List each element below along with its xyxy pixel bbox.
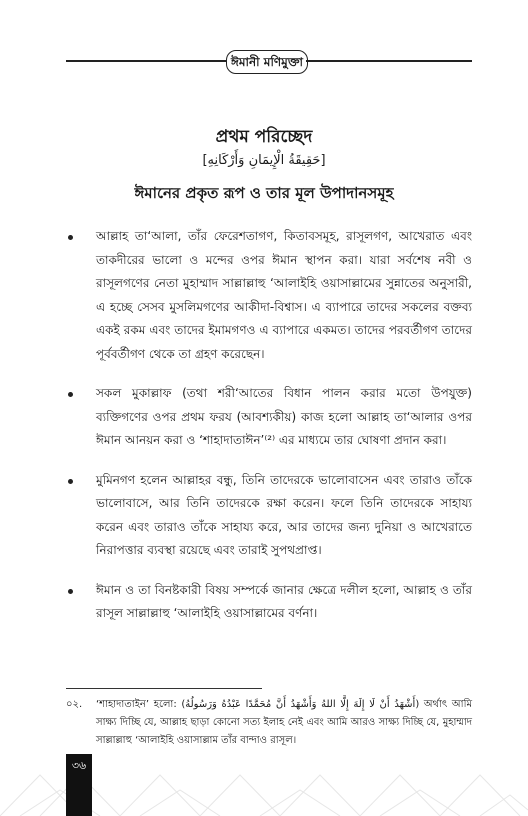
bullet-paragraph — [66, 225, 472, 366]
header-rule-right — [306, 60, 472, 62]
page-number: ৩৬ — [71, 759, 87, 772]
arabic-title: [حَقِيقَةُ الْإِيمَانِ وَأَرْكَانِهِ] — [202, 153, 326, 168]
footnote-lead: ‘শাহাদাতাইন’ হলো: — [96, 699, 177, 710]
bullet-icon — [68, 392, 73, 397]
footnote-arabic: (أَشْهَدُ أَنْ لَا إِلَهَ إِلَّا اللهُ وَأَشْهَدُ أَنَّ مُحَمَّدًا عَبْدُهُ وَرَسُولُهُ) — [181, 699, 420, 710]
bullet-icon — [68, 479, 73, 484]
paragraph-text: আল্লাহ তা‘আলা, তাঁর ফেরেশতাগণ, কিতাবসমূহ, রাসূলগণ, আখেরাত এবং তাকদীরের ভালো ও মন্দের ওপর ঈমান স্থাপন করা। যারা সর্বশেষ নবী ও রাসূলগণের নেতা মুহাম্মাদ সাল্লাল্লাহু ‘আলাইহি ওয়াসাল্লামের সুন্নাতের অনুসারী, এ হচ্ছে সেসব মুসলিমগণের আকীদা-বিশ্বাস। এ ব্যাপারে তাদের সকলের বক্তব্য একই রকম এবং তাদের ইমামগণও এ ব্যাপারে একমত। তাদের পরবর্তীগণ তাদের পূর্ববর্তীগণ থেকে তা গ্রহণ করেছেন। — [96, 229, 472, 361]
bullet-icon — [68, 589, 73, 594]
section-heading: ঈমানের প্রকৃত রূপ ও তার মূল উপাদানসমূহ — [134, 184, 394, 202]
bullet-paragraph — [66, 579, 472, 626]
footnote-rest: অর্থাৎ আমি সাক্ষ্য দিচ্ছি যে, আল্লাহ ছাড়া কোনো সত্য ইলাহ নেই এবং আমি আরও সাক্ষ্য দিচ্ছি যে, মুহাম্মাদ সাল্লাল্লাহু ‘আলাইহি ওয়াসাল্লাম তাঁর বান্দাও রাসূল। — [96, 699, 472, 746]
footnote-rule — [66, 688, 262, 689]
paragraph-text: মুমিনগণ হলেন আল্লাহর বন্ধু, তিনি তাদেরকে ভালোবাসেন এবং তারাও তাঁকে ভালোবাসে, আর তিনি তাদেরকে রক্ষা করেন। ফলে তিনি তাদেরকে সাহায্য করেন এবং তারাও তাঁকে সাহায্য করে, আর তাদের জন্য দুনিয়া ও আখেরাতে নিরাপত্তার ব্যবস্থা রয়েছে এবং তারাই সুপথপ্রাপ্ত। — [96, 472, 472, 557]
paragraph-text: সকল মুকাল্লাফ (তথা শরী‘আতের বিধান পালন করার মতো উপযুক্ত) ব্যক্তিগণের ওপর প্রথম ফরয (আবশ্যকীয়) কাজ হলো আল্লাহ তা‘আলার ওপর ঈমান আনয়ন করা ও ‘শাহাদাতাঈন’⁽²⁾ এর মাধ্যমে তার ঘোষণা প্রদান করা। — [96, 386, 472, 447]
paragraph-text: ঈমান ও তা বিনষ্টকারী বিষয় সম্পর্কে জানার ক্ষেত্রে দলীল হলো, আল্লাহ ও তাঁর রাসূল সাল্লাল্লাহু ‘আলাইহি ওয়াসাল্লামের বর্ণনা। — [96, 582, 472, 620]
header-rule-left — [66, 60, 226, 62]
body-content — [66, 225, 472, 642]
chapter-title: প্রথম পরিচ্ছেদ — [215, 127, 313, 147]
bullet-paragraph — [66, 382, 472, 453]
running-head: ঈমানী মণিমুক্তা — [226, 50, 308, 74]
bullet-icon — [68, 235, 73, 240]
footnote-number: ০২. — [66, 699, 83, 710]
bullet-paragraph — [66, 469, 472, 563]
